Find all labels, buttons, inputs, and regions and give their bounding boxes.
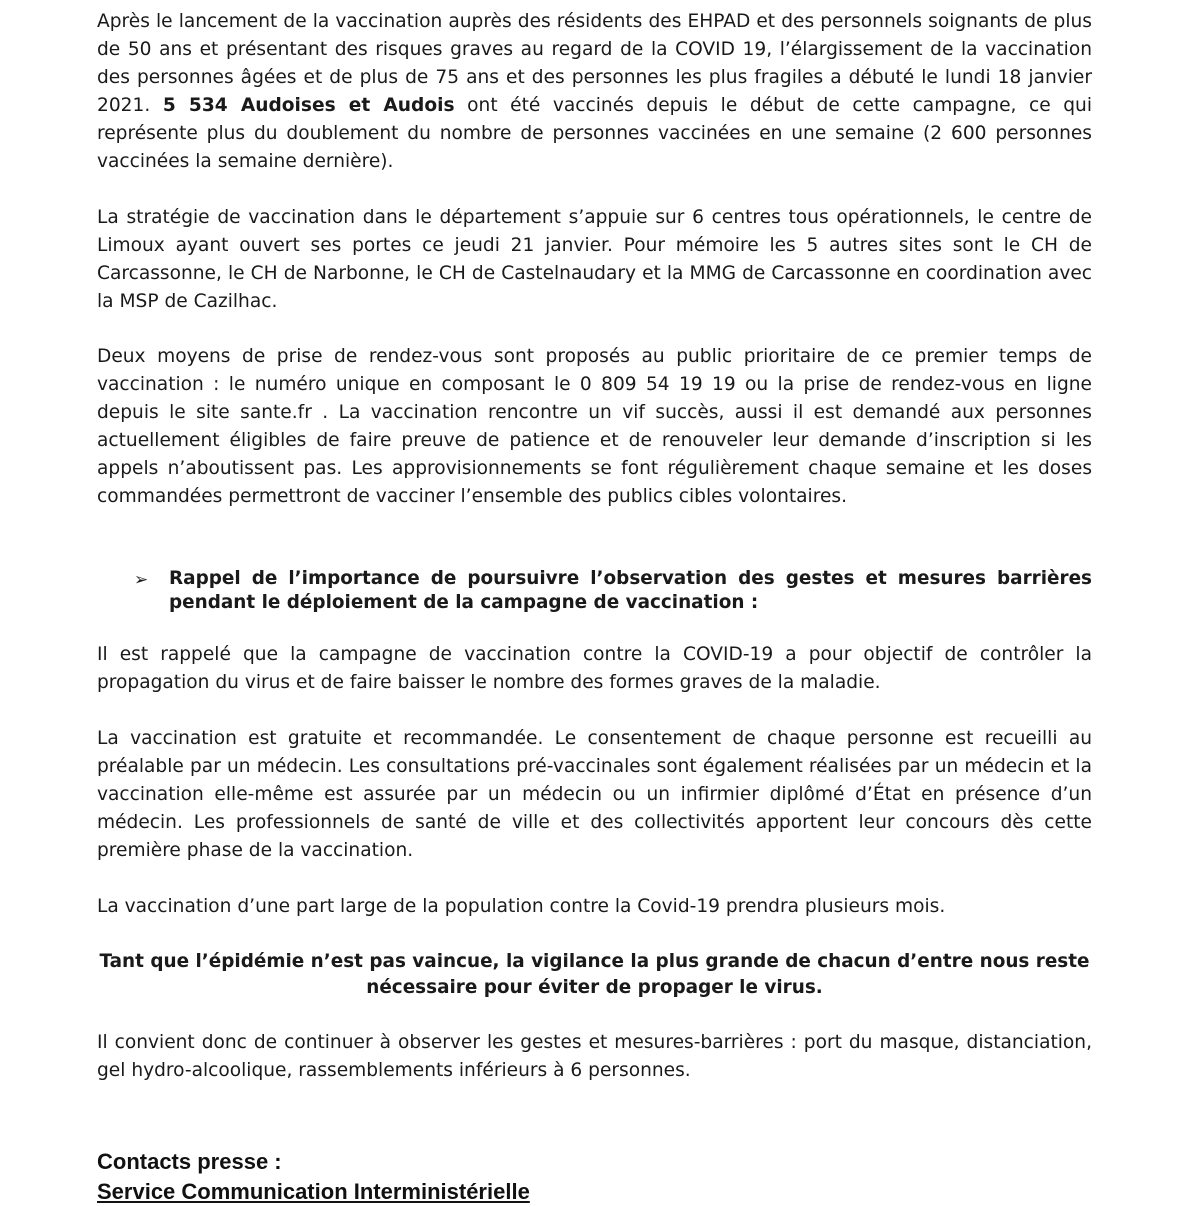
paragraph-free-vaccination: La vaccination est gratuite et recommandée. Le consentement de chaque personne est recueilli au préalable par un médecin. Les consultations pré-vaccinales sont également réalisées par un médecin et la vaccination elle-même est assurée par un médecin ou un infirmier diplômé d’État en présence d’un médecin. Les professionnels de santé de ville et des collectivités apportent leur concours dès cette première phase de la vaccination. bbox=[97, 728, 1092, 861]
paragraph-vaccination-progress bbox=[97, 8, 1092, 176]
paragraph-vaccination-centers: La stratégie de vaccination dans le département s’appuie sur 6 centres tous opérationnels, le centre de Limoux ayant ouvert ses portes ce jeudi 21 janvier. Pour mémoire les 5 autres sites sont le CH de Carcassonne, le CH de Narbonne, le CH de Castelnaudary et la MMG de Carcassonne en coordination avec la MSP de Cazilhac. bbox=[97, 207, 1092, 312]
section-heading-text: Rappel de l’importance de poursuivre l’observation des gestes et mesures barrières pendant le déploiement de la campagne de vaccination : bbox=[169, 568, 1092, 613]
paragraph-appointments: Deux moyens de prise de rendez-vous sont proposés au public prioritaire de ce premier temps de vaccination : le numéro unique en composant le 0 809 54 19 19 ou la prise de rendez-vous en ligne depuis le site sante.fr . La vaccination rencontre un vif succès, aussi il est demandé aux personnes actuellement éligibles de faire preuve de patience et de renouveler leur demande d’inscription si les appels n’aboutissent pas. Les approvisionnements se font régulièrement chaque semaine et les doses commandées permettront de vacciner l’ensemble des publics cibles volontaires. bbox=[97, 346, 1092, 507]
warning-line: Tant que l’épidémie n’est pas vaincue, la vigilance la plus grande de chacun d’entre nous reste bbox=[99, 951, 1090, 972]
paragraph-text: Après le lancement de la vaccination auprès des résidents des EHPAD et des personnels soignants de plus de 50 ans et présentant des risques graves au regard de la COVID 19, l’élargissement de la vaccination des personnes âgées et de plus de 75 ans et des personnes les plus fragiles a débuté le lundi 18 janvier 2021. bbox=[97, 11, 1092, 116]
contacts-service: Service Communication Interministérielle bbox=[97, 1179, 530, 1204]
section-heading-reminder bbox=[97, 567, 1092, 615]
paragraph-duration: La vaccination d’une part large de la population contre la Covid-19 prendra plusieurs mois. bbox=[97, 896, 946, 917]
document-page bbox=[97, 8, 1092, 1207]
arrow-bullet-icon: ➢ bbox=[134, 570, 149, 590]
vaccinated-count-highlight: 5 534 Audoises et Audois bbox=[162, 95, 455, 116]
paragraph-barrier-measures: Il convient donc de continuer à observer les gestes et mesures-barrières : port du masque, distanciation, gel hydro-alcoolique, rassemblements inférieurs à 6 personnes. bbox=[97, 1032, 1092, 1081]
contacts-title: Contacts presse : bbox=[97, 1149, 282, 1174]
vigilance-warning bbox=[97, 949, 1092, 1001]
paragraph-campaign-objective: Il est rappelé que la campagne de vaccination contre la COVID-19 a pour objectif de contrôler la propagation du virus et de faire baisser le nombre des formes graves de la maladie. bbox=[97, 644, 1092, 693]
warning-line: nécessaire pour éviter de propager le virus. bbox=[366, 977, 823, 998]
paragraph-text: ont été vaccinés depuis le début de cette campagne, ce qui représente plus du doublement du nombre de personnes vaccinées en une semaine (2 600 personnes vaccinées la semaine dernière). bbox=[97, 95, 1092, 172]
